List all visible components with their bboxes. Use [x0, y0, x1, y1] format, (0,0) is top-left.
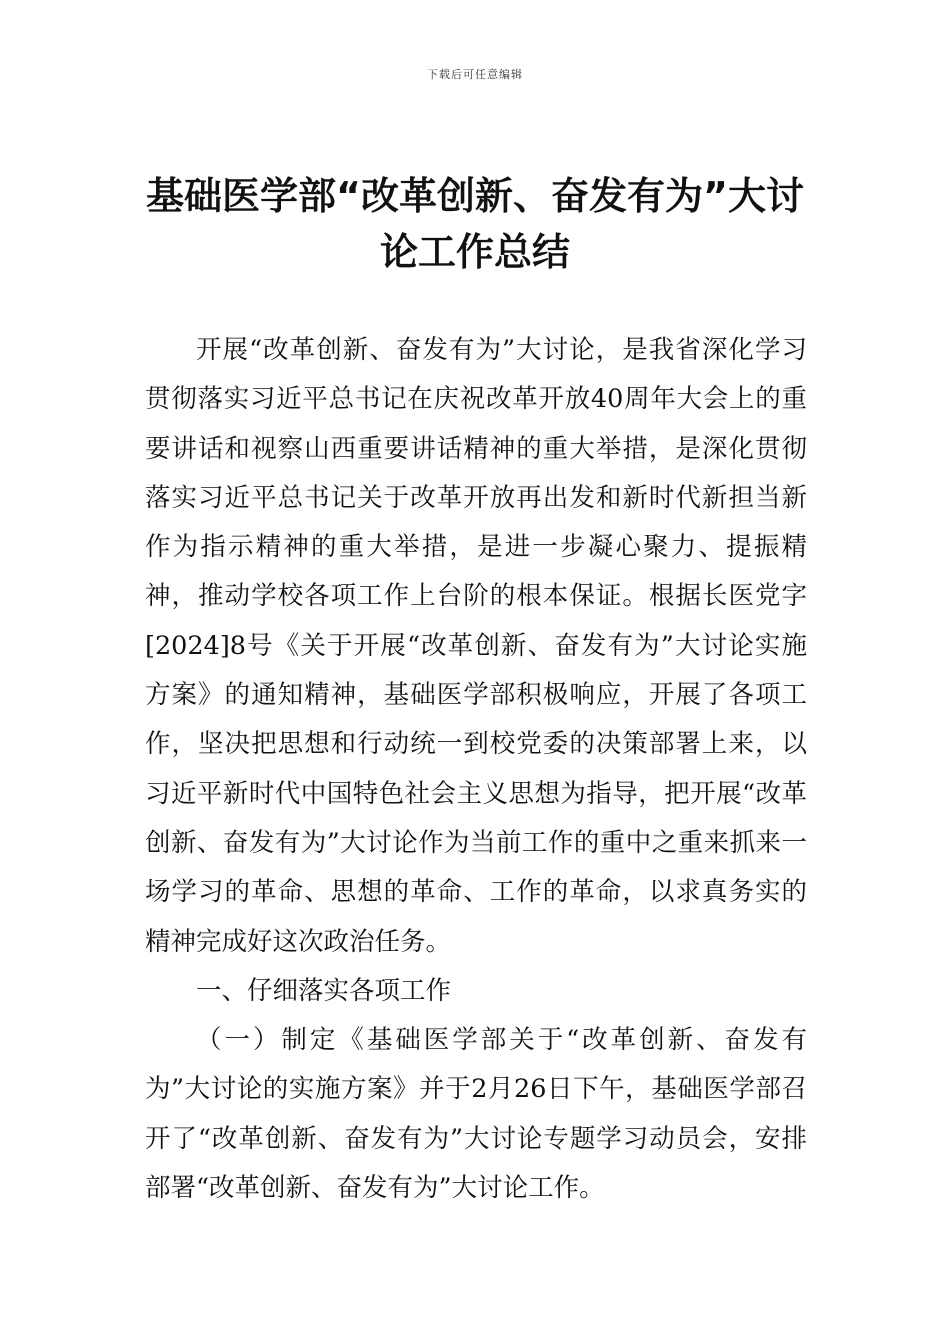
subsection-paragraph: （一）制定《基础医学部关于“改革创新、奋发有为”大讨论的实施方案》并于2月26日下午，基础医学部召开了“改革创新、奋发有为”大讨论专题学习动员会，安排部署“改革创新、奋发有为”大讨论工作。	[145, 1025, 807, 1204]
section-heading: 一、仔细落实各项工作	[196, 975, 452, 1006]
document-body	[145, 326, 807, 1213]
document-title: 基础医学部“改革创新、奋发有为”大讨论工作总结	[146, 174, 804, 274]
intro-paragraph: 开展“改革创新、奋发有为”大讨论，是我省深化学习贯彻落实习近平总书记在庆祝改革开放40周年大会上的重要讲话和视察山西重要讲话精神的重大举措，是深化贯彻落实习近平总书记关于改革开放再出发和新时代新担当新作为指示精神的重大举措，是进一步凝心聚力、提振精神，推动学校各项工作上台阶的根本保证。根据长医党字[2024]8号《关于开展“改革创新、奋发有为”大讨论实施方案》的通知精神，基础医学部积极响应，开展了各项工作，坚决把思想和行动统一到校党委的决策部署上来，以习近平新时代中国特色社会主义思想为指导，把开展“改革创新、奋发有为”大讨论作为当前工作的重中之重来抓来一场学习的革命、思想的革命、工作的革命，以求真务实的精神完成好这次政治任务。	[145, 335, 807, 957]
header-note: 下载后可任意编辑	[427, 68, 523, 81]
